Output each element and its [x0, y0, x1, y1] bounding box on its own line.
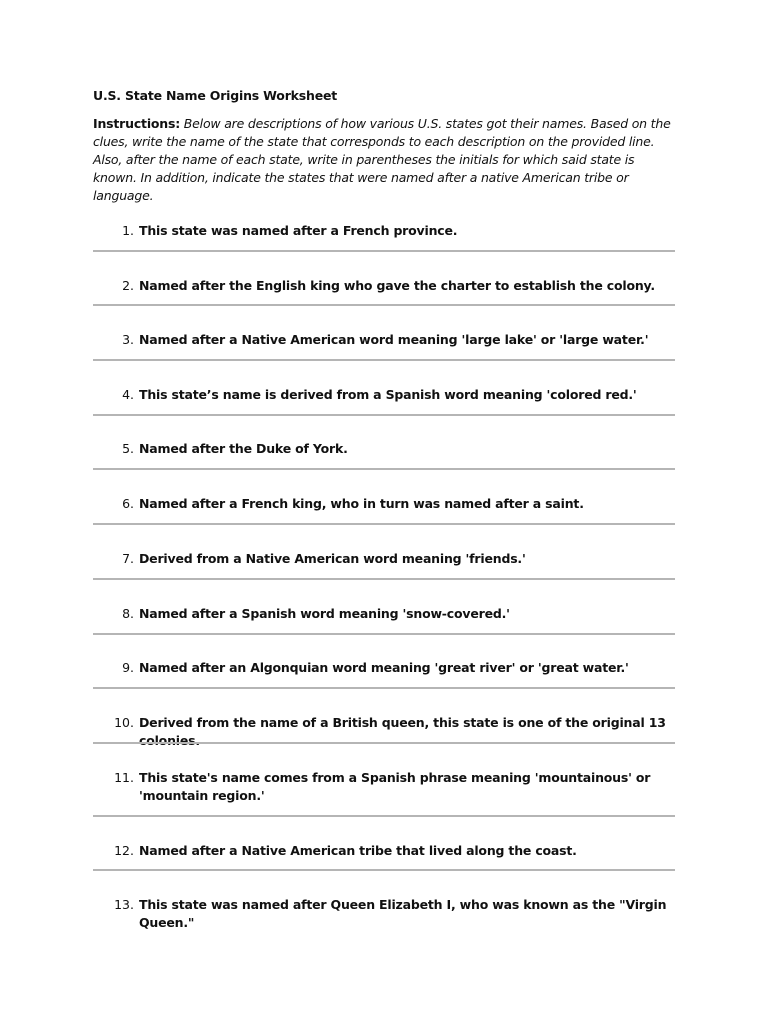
question-number: 6.: [122, 496, 134, 511]
answer-line[interactable]: [93, 869, 675, 871]
question-number: 13.: [114, 897, 134, 912]
question-text: This state’s name is derived from a Spanish word meaning 'colored red.': [139, 387, 637, 402]
answer-line[interactable]: [93, 578, 675, 580]
answer-line[interactable]: [93, 359, 675, 361]
question-text: Named after a Native American tribe that lived along the coast.: [139, 843, 577, 858]
question-number: 8.: [122, 606, 134, 621]
answer-line[interactable]: [93, 523, 675, 525]
question-number: 12.: [114, 843, 134, 858]
answer-line[interactable]: [93, 414, 675, 416]
question-text: Named after an Algonquian word meaning 'great river' or 'great water.': [139, 660, 629, 675]
question-text: This state was named after a French province.: [139, 223, 458, 238]
answer-line[interactable]: [93, 468, 675, 470]
question-text: Derived from a Native American word meaning 'friends.': [139, 551, 526, 566]
instructions-label: Instructions:: [93, 116, 181, 131]
question-text: Named after a Native American word meaning 'large lake' or 'large water.': [139, 332, 649, 347]
question-number: 2.: [122, 278, 134, 293]
question-number: 7.: [122, 551, 134, 566]
answer-line[interactable]: [93, 633, 675, 635]
question-number: 1.: [122, 223, 134, 238]
answer-line[interactable]: [93, 304, 675, 306]
question-number: 4.: [122, 387, 134, 402]
answer-line[interactable]: [93, 687, 675, 689]
question-number: 3.: [122, 332, 134, 347]
question-text: Derived from the name of a British queen, this state is one of the original 13 colonies.: [139, 715, 666, 748]
question-text: Named after a Spanish word meaning 'snow-covered.': [139, 606, 510, 621]
worksheet-title: U.S. State Name Origins Worksheet: [93, 88, 338, 103]
question-text: This state's name comes from a Spanish phrase meaning 'mountainous' or 'mountain region.': [139, 770, 651, 803]
question-number: 11.: [114, 770, 134, 785]
question-number: 5.: [122, 441, 134, 456]
question-text: This state was named after Queen Elizabeth I, who was known as the "Virgin Queen.": [139, 897, 667, 930]
answer-line[interactable]: [93, 250, 675, 252]
instructions-text: Below are descriptions of how various U.S. states got their names. Based on the clues, write the name of the state that corresponds to each description on the provided line. Also, after the name of each state, write in parentheses the initials for which said state is known. In addition, indicate the states that were named after a native American tribe or language.: [93, 116, 671, 203]
answer-line[interactable]: [93, 815, 675, 817]
answer-line[interactable]: [93, 742, 675, 744]
question-text: Named after the English king who gave the charter to establish the colony.: [139, 278, 655, 293]
question-number: 9.: [122, 660, 134, 675]
question-text: Named after a French king, who in turn was named after a saint.: [139, 496, 584, 511]
question-number: 10.: [114, 715, 134, 730]
question-text: Named after the Duke of York.: [139, 441, 348, 456]
instructions-paragraph: [93, 115, 678, 205]
